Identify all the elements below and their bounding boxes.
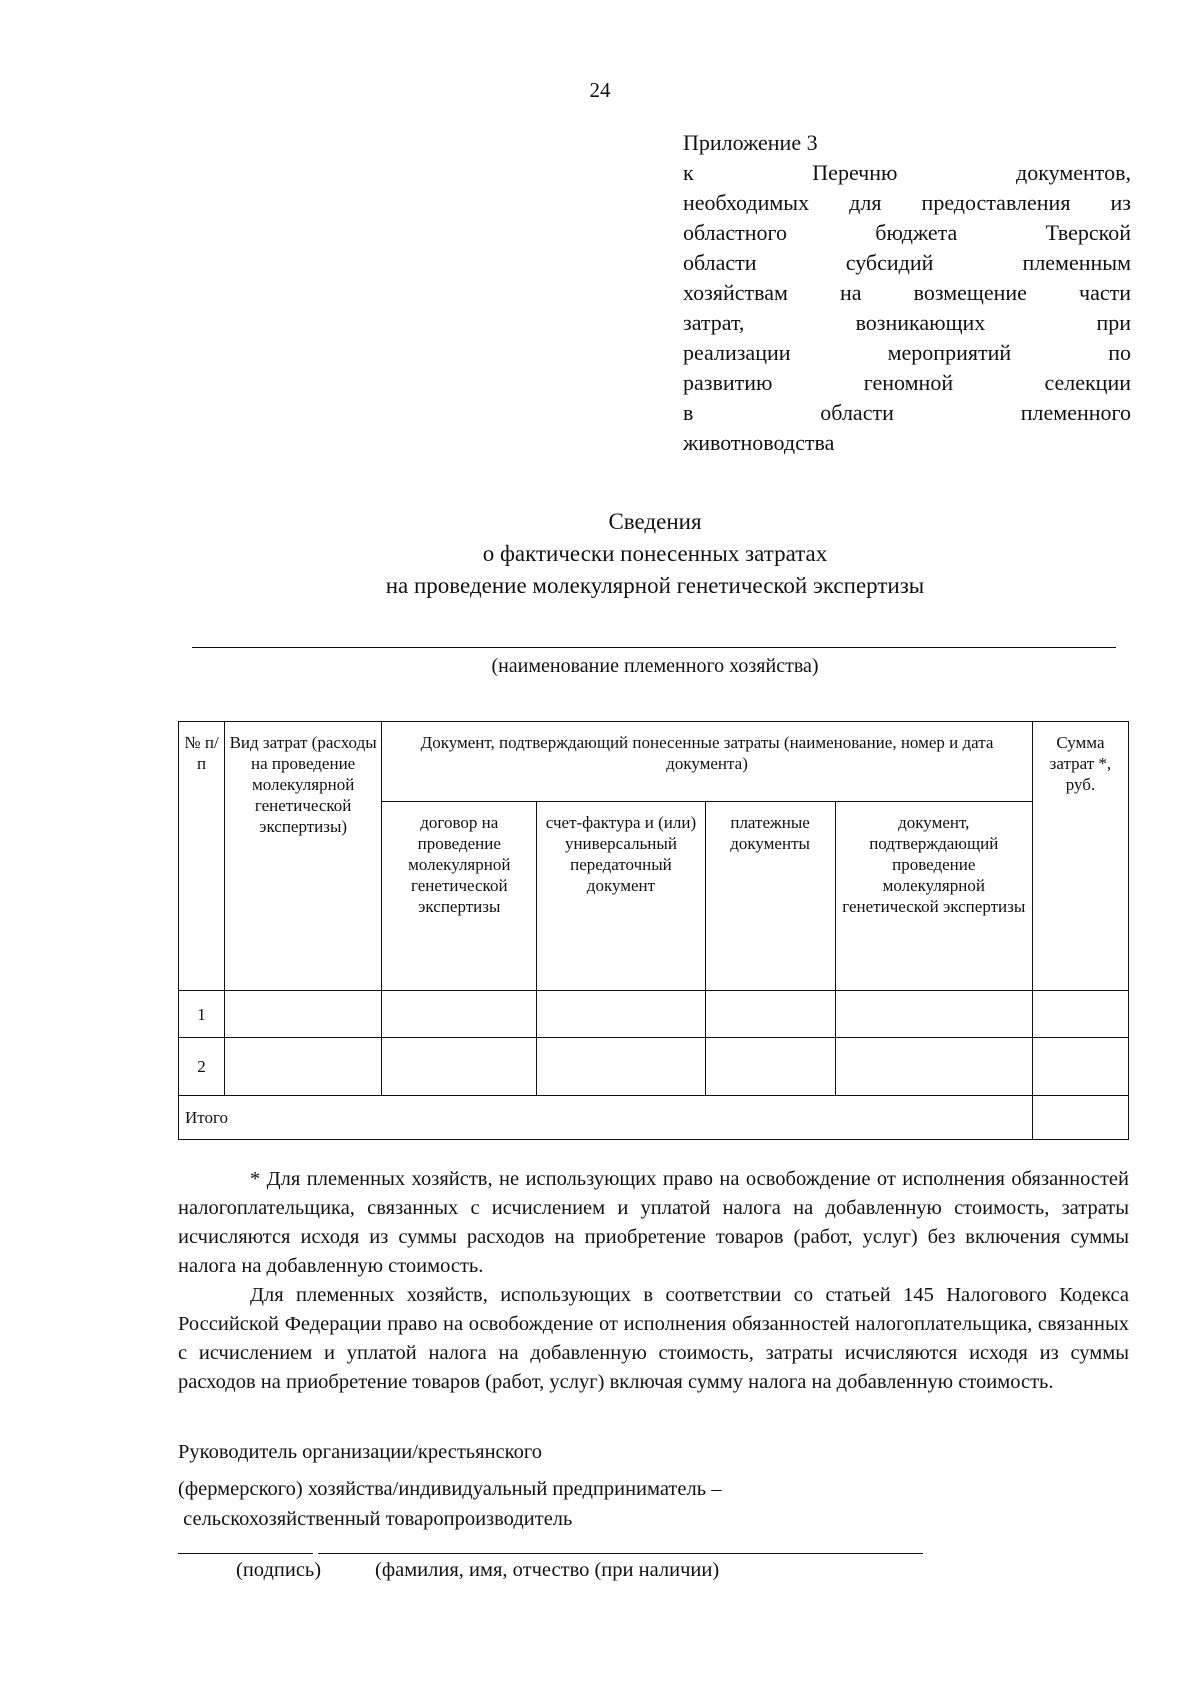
title-line: о фактически понесенных затратах <box>482 541 828 566</box>
appendix-line: в области племенного <box>683 400 1131 425</box>
cell <box>225 991 382 1038</box>
signature-line: (фермерского) хозяйства/индивидуальный предприниматель – <box>178 1478 722 1500</box>
signature-line: сельскохозяйственный товаропроизводитель <box>178 1508 573 1530</box>
page-number: 24 <box>589 78 611 102</box>
appendix-line: развитию геномной селекции <box>683 370 1131 395</box>
header-number: № п/п <box>179 722 225 991</box>
row-number: 2 <box>179 1038 225 1096</box>
cell <box>835 1038 1032 1096</box>
total-row <box>179 1096 1129 1140</box>
appendix-line: реализации мероприятий по <box>683 340 1131 365</box>
cell <box>1032 1038 1128 1096</box>
header-contract: договор на проведение молекулярной генетической экспертизы <box>382 802 537 991</box>
cell <box>1032 991 1128 1038</box>
document-title <box>0 506 1200 602</box>
header-document: Документ, подтверждающий понесенные затраты (наименование, номер и дата документа) <box>382 722 1033 802</box>
cell <box>537 991 705 1038</box>
signature-caption: (подпись) <box>236 1559 322 1581</box>
cell <box>705 991 835 1038</box>
expenses-table <box>178 721 1129 1140</box>
footnote-paragraph: * Для племенных хозяйств, не использующих право на освобождение от исполнения обязанностей налогоплательщика, связанных с исчислением и уплатой налога на добавленную стоимость, затраты исчисляются исходя из суммы расходов на приобретение товаров (работ, услуг) без включения суммы налога на добавленную стоимость. <box>178 1168 1129 1277</box>
row-number: 1 <box>179 991 225 1038</box>
footnote <box>178 1165 1129 1397</box>
title-line: на проведение молекулярной генетической экспертизы <box>385 573 925 598</box>
appendix-line: к Перечню документов, <box>683 160 1131 185</box>
cell <box>382 1038 537 1096</box>
appendix-line: хозяйствам на возмещение части <box>683 280 1131 305</box>
name-caption: (фамилия, имя, отчество (при наличии) <box>375 1559 720 1581</box>
signature-block <box>178 1437 721 1534</box>
table-row <box>179 991 1129 1038</box>
header-expense-type: Вид затрат (расходы на проведение молекулярной генетической экспертизы) <box>225 722 382 991</box>
signature-line: Руководитель организации/крестьянского <box>178 1441 542 1463</box>
total-label: Итого <box>179 1096 1033 1140</box>
header-invoice: счет-фактура и (или) универсальный передаточный документ <box>537 802 705 991</box>
header-sum: Сумма затрат *, руб. <box>1032 722 1128 991</box>
table-row <box>179 1038 1129 1096</box>
title-line: Сведения <box>608 509 702 534</box>
cell <box>382 991 537 1038</box>
cell <box>835 991 1032 1038</box>
appendix-line: необходимых для предоставления из <box>683 190 1131 215</box>
name-field-line <box>318 1553 923 1554</box>
cell <box>225 1038 382 1096</box>
farm-name-line <box>192 647 1116 648</box>
appendix-line: областного бюджета Тверской <box>683 220 1131 245</box>
farm-name-caption: (наименование племенного хозяйства) <box>491 655 819 677</box>
footnote-paragraph: Для племенных хозяйств, использующих в соответствии со статьей 145 Налогового Кодекса Российской Федерации право на освобождение от исполнения обязанностей налогоплательщика, связанных с исчислением и уплатой налога на добавленную стоимость, затраты исчисляются исходя из суммы расходов на приобретение товаров (работ, услуг) включая сумму налога на добавленную стоимость. <box>178 1284 1129 1393</box>
appendix-block <box>683 128 1131 458</box>
appendix-line: области субсидий племенным <box>683 250 1131 275</box>
appendix-line: Приложение 3 <box>683 130 818 155</box>
header-payment: платежные документы <box>705 802 835 991</box>
appendix-line: животноводства <box>683 430 835 455</box>
total-sum-cell <box>1032 1096 1128 1140</box>
appendix-line: затрат, возникающих при <box>683 310 1131 335</box>
cell <box>537 1038 705 1096</box>
cell <box>705 1038 835 1096</box>
signature-field-line <box>178 1553 313 1554</box>
header-confirm: документ, подтверждающий проведение молекулярной генетической экспертизы <box>835 802 1032 991</box>
